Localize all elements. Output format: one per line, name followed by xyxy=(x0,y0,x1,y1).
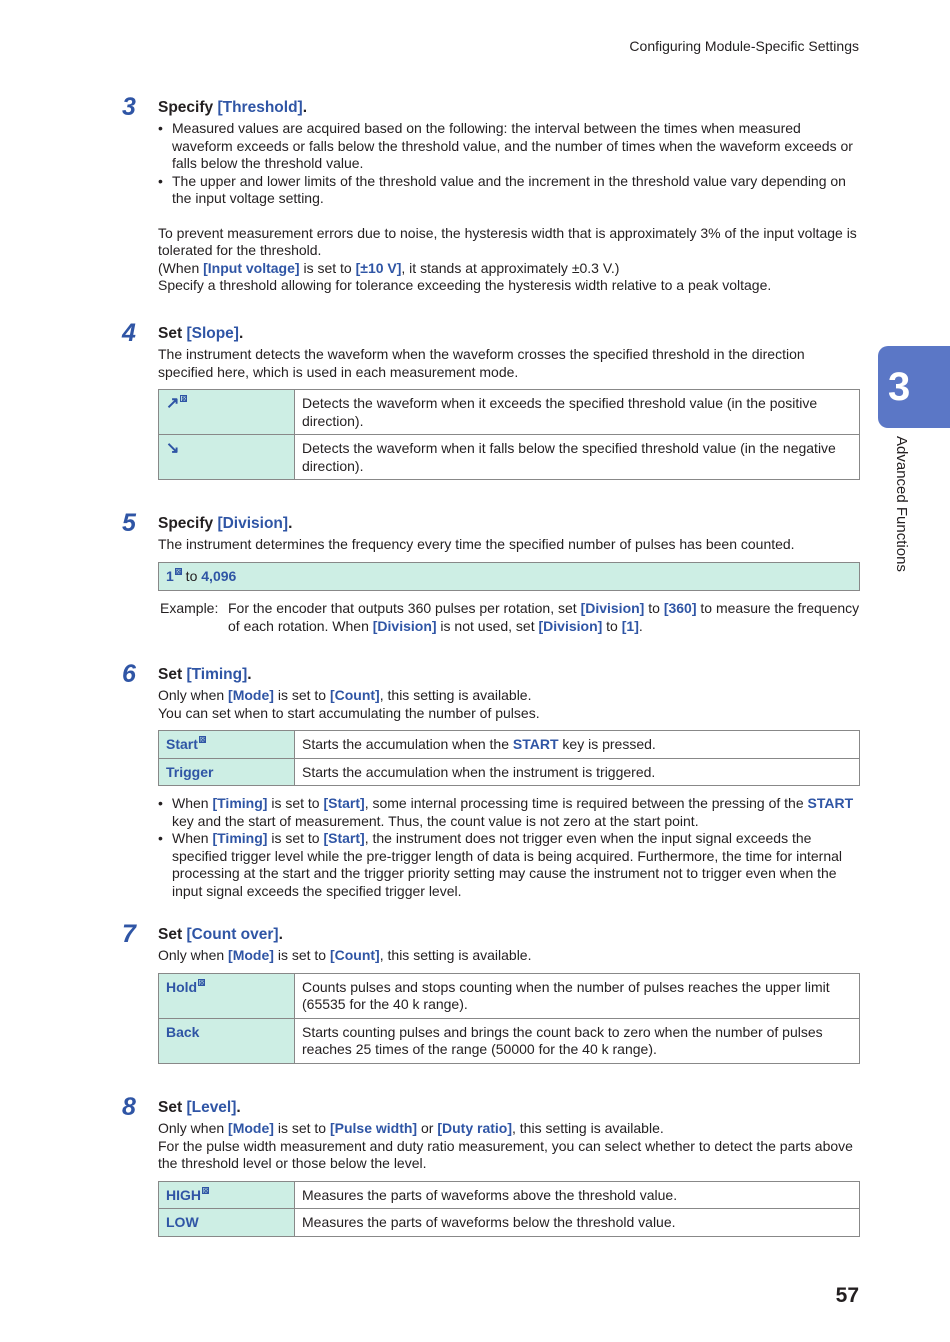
step-7 xyxy=(122,920,860,1064)
step-4 xyxy=(122,319,860,480)
table-row xyxy=(159,758,860,786)
step-title: Set [Count over]. xyxy=(158,926,283,943)
list-item: • The upper and lower limits of the threshold value and the increment in the threshold value vary depending on the input voltage setting. xyxy=(158,173,860,208)
step-number: 7 xyxy=(122,920,136,948)
division-range-box: 1 ⊠ to 4,096 xyxy=(158,562,860,592)
table-row xyxy=(159,1181,860,1209)
level-table xyxy=(158,1181,860,1237)
paragraph: Only when [Mode] is set to [Pulse width] or [Duty ratio], this setting is available. xyxy=(158,1120,664,1136)
step-number: 8 xyxy=(122,1093,136,1121)
default-mark-icon: ⊠ xyxy=(203,1187,209,1195)
table-cell: Counts pulses and stops counting when the number of pulses reaches the upper limit (65535 for the 40 k range). xyxy=(295,973,860,1018)
step-number: 3 xyxy=(122,93,136,121)
paragraph: To prevent measurement errors due to noise, the hysteresis width that is approximately 3% of the input voltage is tolerated for the threshold. xyxy=(158,224,857,258)
bullet-list xyxy=(158,120,860,208)
setting-term: [Slope] xyxy=(186,325,239,342)
table-cell: Starts the accumulation when the START key is pressed. xyxy=(295,731,860,759)
running-header: Configuring Module-Specific Settings xyxy=(629,38,859,54)
table-cell: Starts the accumulation when the instrument is triggered. xyxy=(295,758,860,786)
step-title: Specify [Division]. xyxy=(158,515,293,532)
example-note xyxy=(160,600,860,635)
table-key: HIGH ⊠ xyxy=(159,1181,295,1209)
default-mark-icon: ⊠ xyxy=(199,737,206,744)
step-title: Set [Slope]. xyxy=(158,325,244,342)
count-over-table xyxy=(158,973,860,1064)
setting-term: [Level] xyxy=(186,1099,237,1116)
table-key: Hold ⊠ xyxy=(159,973,295,1018)
step-number: 6 xyxy=(122,660,136,688)
default-mark-icon: ⊠ xyxy=(199,979,205,987)
table-cell: Measures the parts of waveforms below the threshold value. xyxy=(295,1209,860,1237)
table-cell: Starts counting pulses and brings the count back to zero when the number of pulses reaches 25 times of the range (50000 for the 40 k range). xyxy=(295,1018,860,1063)
chapter-tab[interactable]: 3 xyxy=(878,346,950,428)
table-row xyxy=(159,731,860,759)
example-label: Example: xyxy=(160,600,219,616)
paragraph: For the pulse width measurement and duty ratio measurement, you can select whether to detect the parts above the threshold level or those below the level. xyxy=(158,1137,853,1171)
list-item: • When [Timing] is set to [Start], the instrument does not trigger even when the input signal exceeds the specified trigger level while the pre-trigger length of data is being acquired. Furthermore, the time for internal processing at the start and the trigger priority setting may cause the instrument not to trigger even when the input signal exceeds the specified trigger level. xyxy=(158,830,860,900)
table-row xyxy=(159,973,860,1018)
default-mark-icon: ⊠ xyxy=(175,568,182,576)
slope-rising xyxy=(159,390,295,435)
timing-table xyxy=(158,730,860,786)
table-cell: Measures the parts of waveforms above the threshold value. xyxy=(295,1181,860,1209)
setting-term: [Timing] xyxy=(186,666,248,683)
step-8 xyxy=(122,1093,860,1237)
list-item: • Measured values are acquired based on the following: the interval between the times when measured waveform exceeds or falls below the threshold value, and the number of times when the waveform exceeds or falls below the threshold value. xyxy=(158,120,860,173)
step-6 xyxy=(122,660,860,900)
step-number: 5 xyxy=(122,509,136,537)
paragraph: Only when [Mode] is set to [Count], this setting is available. xyxy=(158,687,532,703)
arrow-down-right-icon: ↘ xyxy=(166,440,180,457)
slope-table xyxy=(158,389,860,480)
example-text: For the encoder that outputs 360 pulses per rotation, set [Division] to [360] to measure the frequency of each rotation. When [Division] is not used, set [Division] to [1]. xyxy=(228,600,860,634)
page-number: 57 xyxy=(835,1284,859,1307)
step-number: 4 xyxy=(122,319,136,347)
paragraph: The instrument detects the waveform when the waveform crosses the specified threshold in the direction specified here, which is used in each measurement mode. xyxy=(158,346,805,380)
paragraph: The instrument determines the frequency every time the specified number of pulses has been counted. xyxy=(158,536,795,552)
setting-term: [Division] xyxy=(217,515,289,532)
step-5 xyxy=(122,509,860,635)
table-row xyxy=(159,1018,860,1063)
table-key: Start ⊠ xyxy=(159,731,295,759)
table-cell: Detects the waveform when it exceeds the specified threshold value (in the positive direction). xyxy=(295,390,860,435)
table-cell: Detects the waveform when it falls below the specified threshold value (in the negative direction). xyxy=(295,435,860,480)
step-title: Specify [Threshold]. xyxy=(158,99,308,116)
table-key: Trigger xyxy=(159,758,295,786)
step-title: Set [Timing]. xyxy=(158,666,252,683)
table-row xyxy=(159,435,860,480)
paragraph: You can set when to start accumulating the number of pulses. xyxy=(158,704,540,721)
arrow-up-right-icon: ↗ xyxy=(166,395,180,412)
list-item: • When [Timing] is set to [Start], some internal processing time is required between the pressing of the START key and the start of measurement. Thus, the count value is not zero at the start point. xyxy=(158,795,860,830)
setting-term: [Count over] xyxy=(186,926,279,943)
table-row xyxy=(159,390,860,435)
paragraph: Specify a threshold allowing for tolerance exceeding the hysteresis width relative to a peak voltage. xyxy=(158,277,772,293)
table-key: Back xyxy=(159,1018,295,1063)
chapter-label: Advanced Functions xyxy=(893,436,910,572)
paragraph: (When [Input voltage] is set to [±10 V], it stands at approximately ±0.3 V.) xyxy=(158,259,620,276)
bullet-list xyxy=(158,795,860,900)
step-3 xyxy=(122,93,860,295)
step-title: Set [Level]. xyxy=(158,1099,241,1116)
setting-term: [Threshold] xyxy=(217,99,303,116)
paragraph: Only when [Mode] is set to [Count], this setting is available. xyxy=(158,947,532,963)
table-row xyxy=(159,1209,860,1237)
table-key: LOW xyxy=(159,1209,295,1237)
slope-falling xyxy=(159,435,295,480)
default-mark-icon: ⊠ xyxy=(181,396,188,403)
